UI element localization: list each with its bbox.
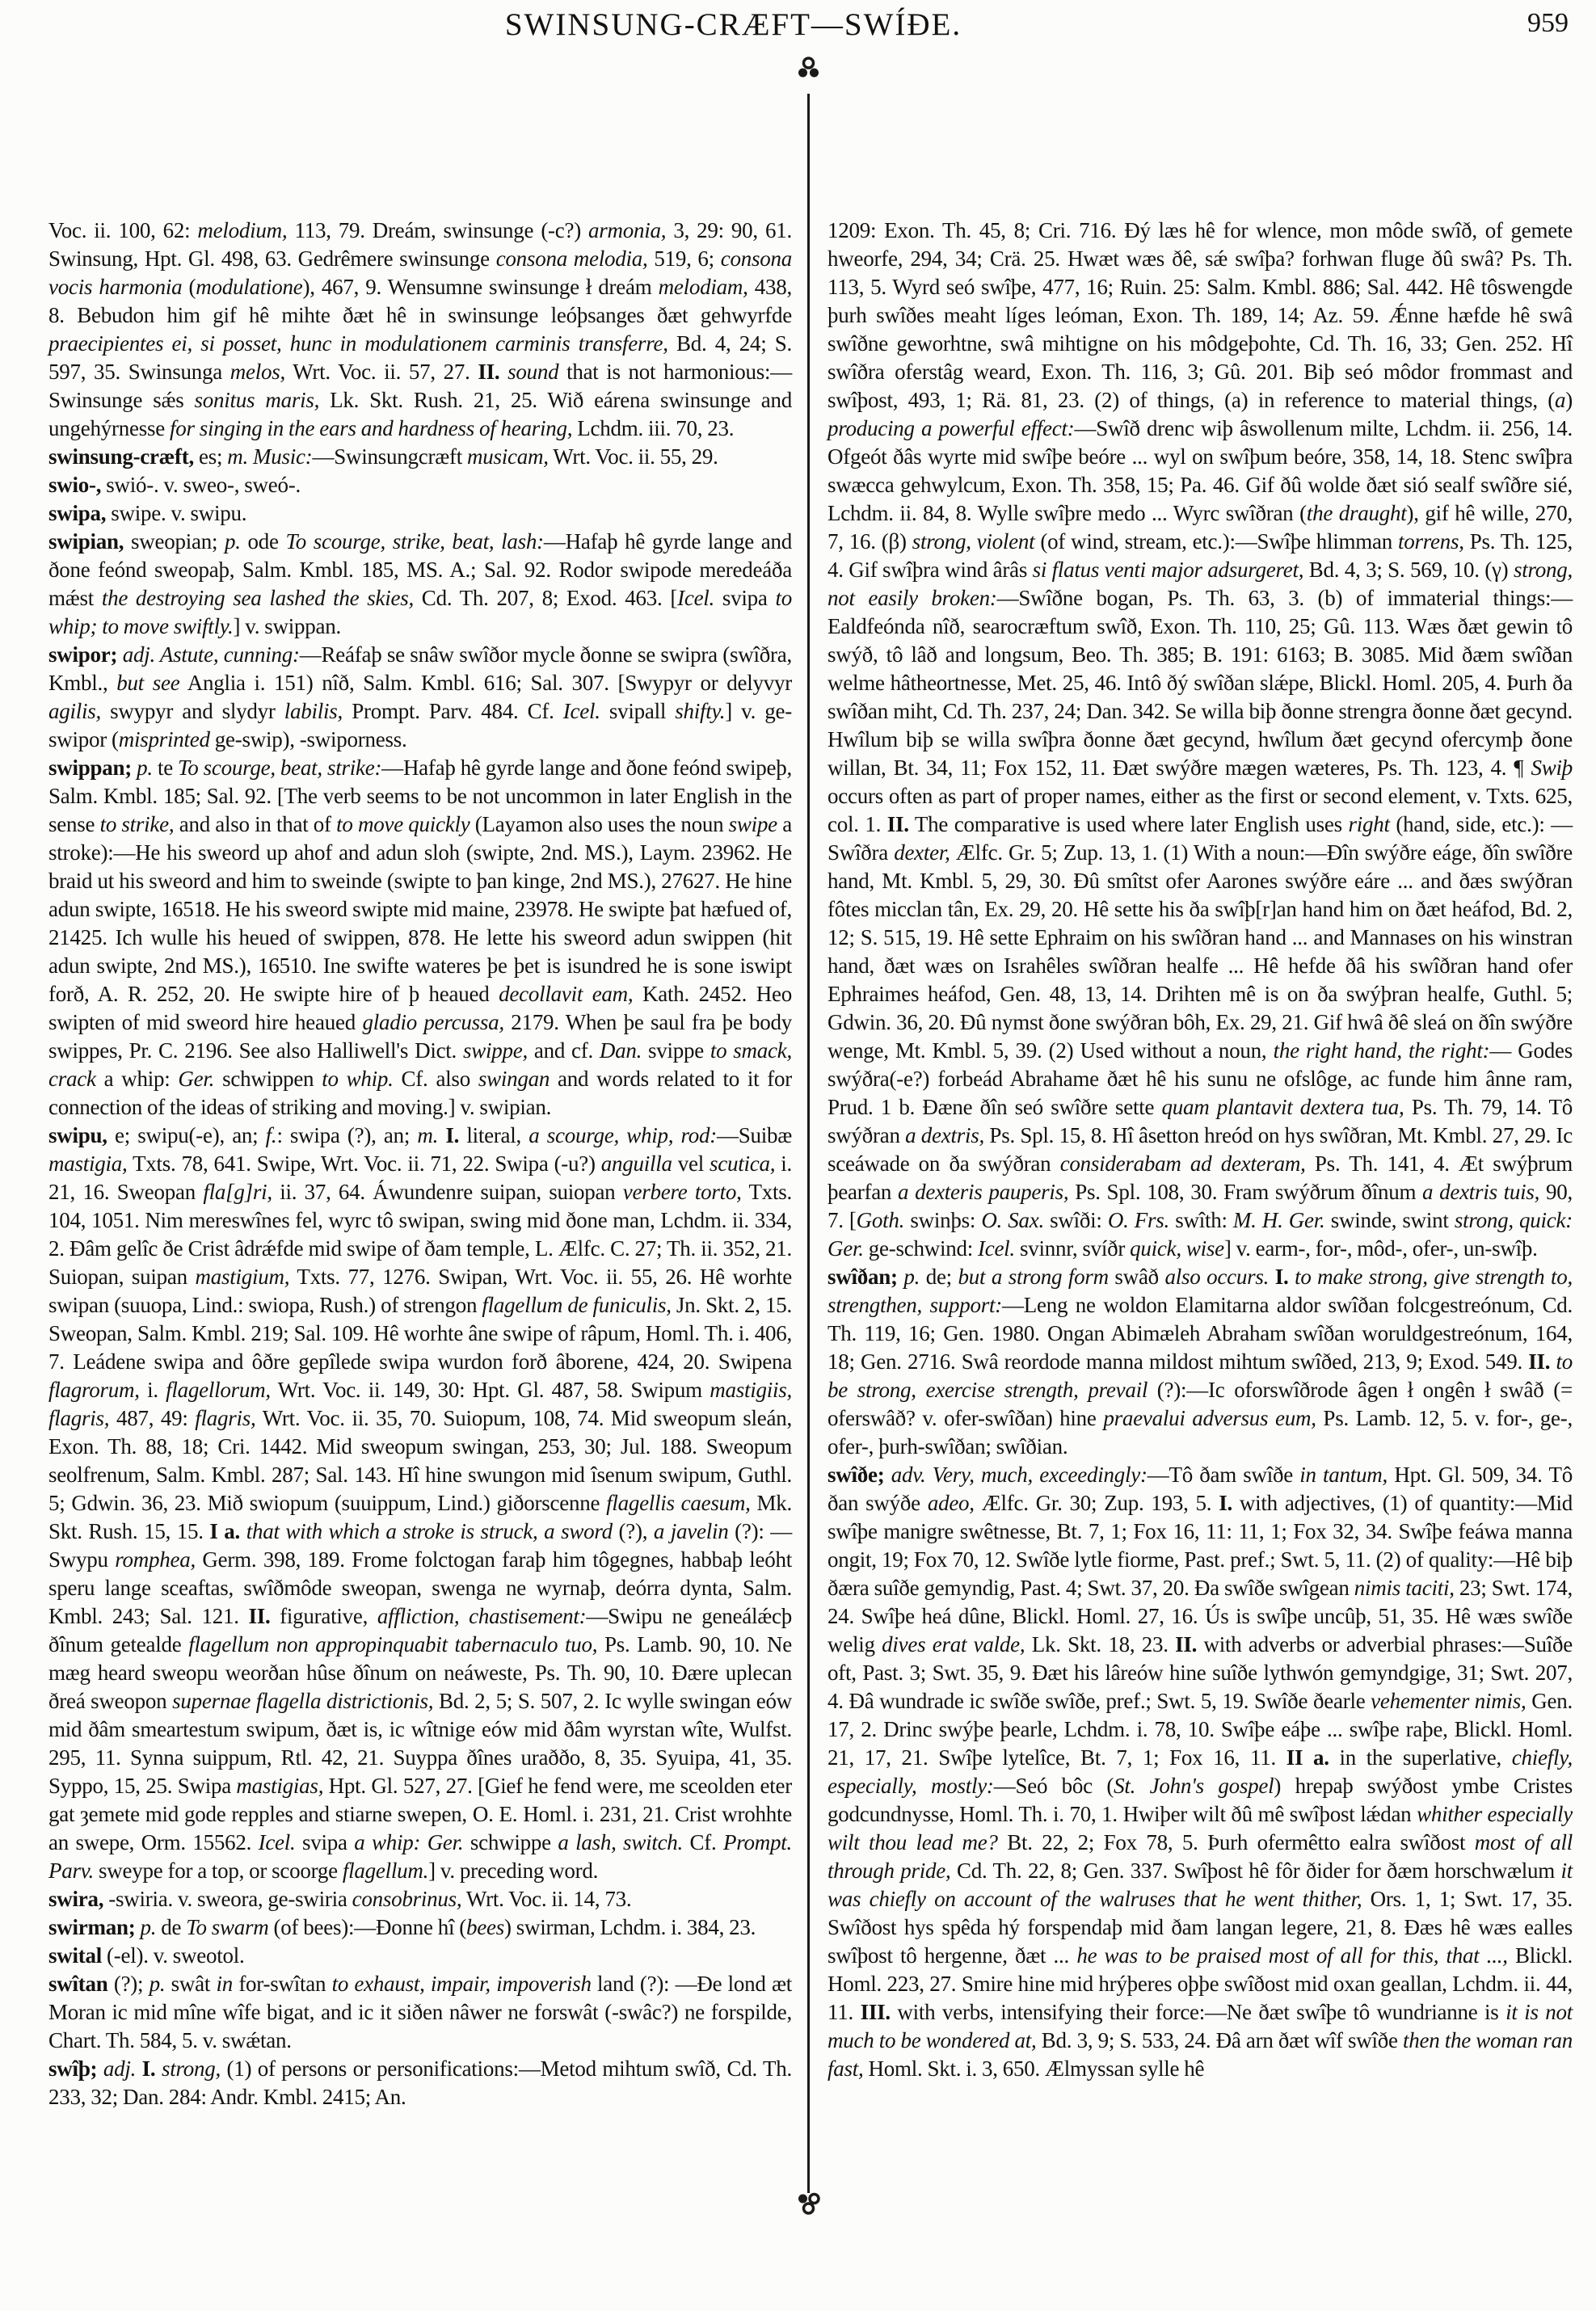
italic-gloss: fla[g]ri, <box>203 1180 272 1204</box>
italic-gloss: scutica, <box>710 1151 776 1176</box>
italic-gloss: a whip: <box>354 1830 421 1854</box>
italic-gloss: p. <box>137 756 153 780</box>
italic-gloss: swippe, <box>462 1038 528 1063</box>
sense-number: III. <box>860 2000 891 2024</box>
italic-gloss: St. John's gospel <box>1114 1774 1274 1798</box>
italic-gloss: Icel. <box>562 699 600 723</box>
italic-gloss: strong, quick: <box>1454 1208 1573 1232</box>
entry-headword: swippan; <box>48 756 133 780</box>
sense-number: II. <box>1175 1632 1198 1656</box>
italic-gloss: O. Sax. <box>981 1208 1044 1232</box>
italic-gloss: Goth. <box>856 1208 905 1232</box>
sense-number: I. <box>445 1123 460 1147</box>
italic-gloss: adj. <box>103 2056 137 2081</box>
italic-gloss: a scourge, whip, rod: <box>528 1123 717 1147</box>
italic-gloss: vehementer nimis, <box>1371 1689 1527 1713</box>
entry-headword: swipa, <box>48 501 107 525</box>
continuation-paragraph: 1209: Exon. Th. 45, 8; Cri. 716. Ðý læs hê for wlence, mon môde swîð, of gemete hweorfe, 294, 34; Crä. 25. Hwæt wæs ðê, sǽ swîþa? forhwan fluge ðû swâ? Ps. Th. 113, 5. Wyrd seó swîþe, 477, 16; Ruin. 25: Salm. Kmbl. 886; Sal. 442. Hê tôswengde þurh swîðes meaht líges leóman, Exon. Th. 189, 14; Az. 59. Ǽnne hæfde hê swâ swîðne geworhtne, swâ mihtigne on his môdgeþohte, Cd. Th. 16, 33; Gen. 252. Hî swîðra oferstâg weard, Exon. Th. 116, 3; Gû. 201. Biþ seó môdor frommast and swîþost, 493, 1; Rä. 81, 23. (2) of things, (a) in reference to material things, (a) producing a powerful effect:—Swîð drenc wiþ âswollenum milte, Lchdm. ii. 256, 14. Ofgeót ðâs wyrte mid swîþe beóre ... wyl on swîþum beóre, 358, 14, 18. Stenc swîþra swæcca gehwylcum, Exon. Th. 358, 15; Pa. 46. Gif ðû wolde ðæt sió sealf swîðre sié, Lchdm. ii. 84, 8. Wylle swîþre medo ... Wyrc swîðran (the draught), gif hê wille, 270, 7, 16. (β) strong, violent (of wind, stream, etc.):—Swîþe hlimman torrens, Ps. Th. 125, 4. Gif swîþra wind ârâs si flatus venti major adsurgeret, Bd. 4, 3; S. 569, 10. (γ) strong, not easily broken:—Swîðne bogan, Ps. Th. 63, 3. (b) of immaterial things:—Ealdfeónda nîð, searocræftum swîð, Exon. Th. 110, 25; Gû. 113. Wæs ðæt gewin tô swýð, tô lâð and longsum, Beo. Th. 385; B. 191: 6163; B. 3085. Mid ðæm swîðan welme hâtheortnesse, Met. 25, 46. Intô ðý swîðan slǽpe, Blickl. Homl. 205, 4. Þurh ða swîðan miht, Cd. Th. 237, 24; Dan. 342. Se willa biþ ðonne strengra ðonne ðæt gecynd. Hwîlum biþ se willa swîþra ðonne ðæt gecynd, hwîlum ðæt gecynd ofercymþ ðone willan, Bt. 34, 11; Fox 152, 11. Ðæt swýðre mægen wæteres, Ps. Th. 123, 4. ¶ Swiþ occurs often as part of proper names, either as the first or second element, v. Txts. 625, col. 1. II. The comparative is used where later English uses right (hand, side, etc.): —Swîðra dexter, Ælfc. Gr. 5; Zup. 13, 1. (1) With a noun:—Ðîn swýðre eáge, ðîn swîðre hand, Mt. Kmbl. 5, 29, 30. Ðû smîtst ofer Aarones swýðre eáre ... and ðæs swýðran fôtes micclan tân, Ex. 29, 20. Hê sette his ða swîþ[r]an hand him on ðæt heáfod, Bd. 2, 12; S. 515, 19. Hê sette Ephraim on his swîðran hand ... and Mannases on his winstran hand, ðæt wæs on Israhêles swîðran healfe ... Hê hefde ðâ his swîðran hand ofer Ephraimes heáfod, Gen. 48, 13, 14. Drihten mê is on ða swýþran healfe, Guthl. 5; Gdwin. 36, 20. Ðû nymst ðone swýðran bôh, Ex. 29, 21. Gif hwâ ðê sleá on ðîn swýðre wenge, Mt. Kmbl. 5, 39. (2) Used without a noun, the right hand, the right:— Godes swýðra(-e?) forbeád Abrahame ðæt hê his sunu ne ofslôge, ac funde him ânne ram, Prud. 1 b. Ðæne ðîn seó swîðre sette quam plantavit dextera tua, Ps. Th. 79, 14. Tô swýðran a dextris, Ps. Spl. 15, 8. Hî âsetton hreód on hys swîðran, Mt. Kmbl. 27, 29. Ic sceáwade on ða swýðran considerabam ad dexteram, Ps. Th. 141, 4. Æt swýþrum þearfan a dexteris pauperis, Ps. Spl. 108, 30. Fram swýðrum ðînum a dextris tuis, 90, 7. [Goth. swinþs: O. Sax. swîði: O. Frs. swîth: M. H. Ger. swinde, swint strong, quick: Ger. ge-schwind: Icel. svinnr, svíðr quick, wise] v. earm-, for-, môd-, ofer-, un-swîþ. <box>827 218 1573 1261</box>
italic-gloss: consona melodia, <box>495 246 648 271</box>
italic-gloss: mastigias, <box>236 1774 324 1798</box>
italic-gloss: consona vocis harmonia <box>48 246 792 299</box>
italic-gloss: mastigiis, flagris, <box>48 1378 792 1430</box>
italic-gloss: whither especially wilt thou lead me? <box>827 1802 1573 1854</box>
italic-gloss: sonitus maris, <box>194 388 320 412</box>
italic-gloss: melodium, <box>197 218 288 242</box>
italic-gloss: praecipientes ei, si posset, hunc in modulationem carminis transferre, <box>48 331 668 356</box>
italic-gloss: gladio percussa, <box>362 1010 504 1034</box>
italic-gloss: for singing in the ears and hardness of hearing, <box>169 416 573 440</box>
sense-number: II a. <box>1286 1745 1329 1770</box>
italic-gloss: producing a powerful effect: <box>827 416 1075 440</box>
page-number: 959 <box>1527 8 1569 38</box>
italic-gloss: strong, <box>161 2056 221 2081</box>
italic-gloss: then the woman ran fast, <box>827 2028 1573 2081</box>
page-header-title: SWINSUNG-CRÆFT—SWÍÐE. <box>504 7 962 42</box>
dictionary-entry: swipor; adj. Astute, cunning:—Reáfaþ se snâw swîðor mycle ðonne se swipra (swîðra, Kmbl., but see Anglia i. 151) nîð, Salm. Kmbl. 616; Sal. 307. [Swypyr or delyvyr agilis, swypyr and slydyr labilis, Prompt. Parv. 484. Cf. Icel. svipall shifty.] v. ge-swipor (misprinted ge-swip), -swiporness. <box>48 642 793 751</box>
italic-gloss: flagris, <box>195 1406 256 1430</box>
column-right <box>827 217 1573 2083</box>
entry-headword: swira, <box>48 1887 104 1911</box>
italic-gloss: Icel. <box>677 586 715 610</box>
entry-headword: swipu, <box>48 1123 107 1147</box>
italic-gloss: si flatus venti major adsurgeret, <box>1032 558 1304 582</box>
italic-gloss: to whip. <box>322 1067 394 1091</box>
entry-headword: swipian, <box>48 529 124 554</box>
italic-gloss: it is not much to be wondered at, <box>827 2000 1573 2052</box>
italic-gloss: m. Music: <box>227 444 313 469</box>
italic-gloss: but a strong form <box>958 1265 1109 1289</box>
italic-gloss: most of all through pride, <box>827 1830 1573 1883</box>
italic-gloss: the right hand, the right: <box>1273 1038 1490 1063</box>
dictionary-entry: swîþ; adj. I. strong, (1) of persons or personifications:—Metod mihtum swîð, Cd. Th. 233, 32; Dan. 284: Andr. Kmbl. 2415; An. <box>48 2056 793 2109</box>
italic-gloss: in tantum, <box>1299 1463 1388 1487</box>
entry-headword: swio-, <box>48 473 102 497</box>
column-left <box>48 217 792 2111</box>
italic-gloss: the destroying sea lashed the skies, <box>101 586 414 610</box>
italic-gloss: swingan <box>478 1067 550 1091</box>
entry-headword: swirman; <box>48 1915 136 1939</box>
italic-gloss: To scourge, beat, strike: <box>178 756 382 780</box>
dictionary-entry: swipian, sweopian; p. ode To scourge, strike, beat, lash:—Hafaþ hê gyrde lange and ðone feónd sweopaþ, Salm. Kmbl. 185, MS. A.; Sal. 92. Rodor swipode meredeáða mǽst the destroying sea lashed the skies, Cd. Th. 207, 8; Exod. 463. [Icel. svipa to whip; to move swiftly.] v. swippan. <box>48 529 792 638</box>
italic-gloss: Ger. <box>427 1830 464 1854</box>
trefoil-ornament-top-icon <box>797 57 820 93</box>
italic-gloss: Dan. <box>599 1038 642 1063</box>
dictionary-entry: swippan; p. te To scourge, beat, strike:—Hafaþ hê gyrde lange and ðone feónd swipeþ, Salm. Kmbl. 185; Sal. 92. [The verb seems to be not uncommon in later English in the sense to strike, and also in that of to move quickly (Layamon also uses the noun swipe a stroke):—He his sweord up ahof and adun sloh (swipte, 2nd. MS.), Laym. 23962. He braid ut his sweord and him to sweinde (swipte to þan kinge, 2nd MS.), 27627. He hine adun swipte, 16518. He his sweord swipte mid maine, 23978. He swipte þat hæfued of, 21425. Ich wulle his heued of swippen, 878. He lette his sweord adun swippen (hit adun swipte, 2nd MS.), 16510. Ine swifte wateres þe þet is isundred he is sone iswipt forð, A. R. 252, 20. He swipte hire of þ heaued decollavit eam, Kath. 2452. Heo swipten of mid sweord hire heaued gladio percussa, 2179. When þe saul fra þe body swippes, Pr. C. 2196. See also Halliwell's Dict. swippe, and cf. Dan. svippe to smack, crack a whip: Ger. schwippen to whip. Cf. also swingan and words related to it for connection of the ideas of striking and moving.] v. swipian. <box>48 756 792 1119</box>
dictionary-entry: swîtan (?); p. swât in for-swîtan to exhaust, impair, impoverish land (?): —Ðe lond æt Moran ic mid mîne wîfe bigat, and ic it siðen nâwer ne forswât (-swâc?) ne forspilde, Chart. Th. 584, 5. v. swǽtan. <box>48 1972 792 2052</box>
entry-headword: swîþ; <box>48 2056 98 2081</box>
italic-gloss: M. H. Ger. <box>1232 1208 1325 1232</box>
italic-gloss: affliction, chastisement: <box>377 1604 587 1628</box>
italic-gloss: considerabam ad dexteram, <box>1059 1151 1306 1176</box>
italic-gloss: Ger. <box>827 1236 864 1261</box>
italic-gloss: bees <box>465 1915 504 1939</box>
entry-headword: swîðan; <box>827 1265 898 1289</box>
entry-headword: swîðe; <box>827 1463 885 1487</box>
continuation-paragraph: Voc. ii. 100, 62: melodium, 113, 79. Dreám, swinsunge (-c?) armonia, 3, 29: 90, 61. Swinsung, Hpt. Gl. 498, 63. Gedrêmere swinsunge consona melodia, 519, 6; consona vocis harmonia (modulatione), 467, 9. Wensumne swinsunge ł dreám melodiam, 438, 8. Bebudon him gif hê mihte ðæt hê in swinsunge leóþsanges ðæt gehwyrfde praecipientes ei, si posset, hunc in modulationem carminis transferre, Bd. 4, 24; S. 597, 35. Swinsunga melos, Wrt. Voc. ii. 57, 27. II. sound that is not harmonious:—Swinsunge sǽs sonitus maris, Lk. Skt. Rush. 21, 25. Wið eárena swinsunge and ungehýrnesse for singing in the ears and hardness of hearing, Lchdm. iii. 70, 23. <box>48 218 793 440</box>
sense-number: II. <box>886 812 909 836</box>
italic-gloss: supernae flagella districtionis, <box>172 1689 434 1713</box>
entry-headword: swipor; <box>48 642 118 667</box>
italic-gloss: the draught <box>1306 501 1407 525</box>
italic-gloss: torrens, <box>1398 529 1464 554</box>
italic-gloss: Swiþ <box>1531 756 1573 780</box>
italic-gloss: swipe <box>728 812 777 836</box>
italic-gloss: nimis taciti, <box>1354 1576 1455 1600</box>
italic-gloss: f. <box>265 1123 277 1147</box>
italic-gloss: O. Frs. <box>1107 1208 1170 1232</box>
sense-number: I. <box>1274 1265 1289 1289</box>
italic-gloss: mastigium, <box>195 1265 290 1289</box>
dictionary-entry: swira, -swiria. v. sweora, ge-swiria consobrinus, Wrt. Voc. ii. 14, 73. <box>48 1887 632 1911</box>
italic-gloss: a dextris tuis, <box>1422 1180 1540 1204</box>
italic-gloss: romphea, <box>115 1547 196 1572</box>
italic-gloss: quam plantavit dextera tua, <box>1161 1095 1404 1119</box>
dictionary-entry: swital (-el). v. sweotol. <box>48 1943 245 1968</box>
italic-gloss: quick, wise <box>1130 1236 1224 1261</box>
dictionary-entry: swîðan; p. de; but a strong form swâð also occurs. I. to make strong, give strength to, strengthen, support:—Leng ne woldon Elamitarna aldor swîðan folcgestreónum, Cd. Th. 119, 16; Gen. 1980. Ongan Abimæleh Abraham swîðan woruldgestreónum, 164, 18; Gen. 2716. Swâ reordode manna mildost mihtum swîðed, 213, 9; Exod. 549. II. to be strong, exercise strength, prevail (?):—Ic oforswîðrode âgen ł ongên ł swâð (= oferswâð? v. ofer-swîðan) hine praevalui adversus eum, Ps. Lamb. 12, 5. v. for-, ge-, ofer-, þurh-swîðan; swîðian. <box>827 1265 1573 1459</box>
italic-gloss: Ger. <box>178 1067 215 1091</box>
italic-gloss: To scourge, strike, beat, lash: <box>285 529 544 554</box>
italic-gloss: Icel. <box>258 1830 296 1854</box>
italic-gloss: p. <box>140 1915 157 1939</box>
italic-gloss: armonia, <box>588 218 667 242</box>
italic-gloss: dexter, <box>894 840 950 865</box>
italic-gloss: a javelin <box>653 1519 729 1543</box>
italic-gloss: adj. Astute, cunning: <box>122 642 300 667</box>
italic-gloss: consobrinus, <box>352 1887 462 1911</box>
italic-gloss: a <box>1555 388 1566 412</box>
sense-number: I a. <box>209 1519 241 1543</box>
italic-gloss: strong, not easily broken: <box>827 558 1573 610</box>
dictionary-entry: swîðe; adv. Very, much, exceedingly:—Tô ðam swîðe in tantum, Hpt. Gl. 509, 34. Tô ðan swýðe adeo, Ælfc. Gr. 30; Zup. 193, 5. I. with adjectives, (1) of quantity:—Mid swîþe manigre swêtnesse, Bt. 7, 1; Fox 16, 11: 11, 1; Fox 32, 34. Swîþe feáwa manna ongit, 19; Fox 70, 12. Swîðe lytle fiorme, Past. pref.; Swt. 5, 11. (2) of quality:—Hê biþ ðæra suîðe gemyndig, Past. 4; Swt. 37, 20. Ða swîðe swîgean nimis taciti, 23; Swt. 174, 24. Swîþe heá dûne, Blickl. Homl. 27, 16. Ús is swîþe uncûþ, 51, 35. Hê wæs swîðe welig dives erat valde, Lk. Skt. 18, 23. II. with adverbs or adverbial phrases:—Suîðe oft, Past. 3; Swt. 35, 9. Ðæt his lâreów hine suîðe lythwón gemyndgige, 31; Swt. 207, 4. Ðâ wundrade ic swîðe swîðe, pref.; Swt. 5, 19. Swîðe ðearle vehementer nimis, Gen. 17, 2. Drinc swýþe þearle, Lchdm. i. 78, 10. Swîþe eáþe ... swîþe raþe, Blickl. Homl. 21, 17, 21. Swîþe lytelîce, Bt. 7, 1; Fox 16, 11. II a. in the superlative, chiefly, especially, mostly:—Seó bôc (St. John's gospel) hrepaþ swýðost ymbe Cristes godcundnysse, Homl. Th. i. 70, 1. Hwiþer wilt ðû mê swîþost lǽdan whither especially wilt thou lead me? Bt. 22, 2; Fox 78, 5. Þurh ofermêtto ealra swîðost most of all through pride, Cd. Th. 22, 8; Gen. 337. Swîþost hê fôr ðider for ðæm horschwælum it was chiefly on account of the walruses that he went thither, Ors. 1, 1; Swt. 17, 35. Swîðost hys spêda hý forspendaþ mid ðam langan legere, 21, 8. Ðæs hê wæs ealles swîþost tô hergenne, ðæt ... he was to be praised most of all for this, that ..., Blickl. Homl. 223, 27. Smire hine mid hrýþeres oþþe swîðost mid oxan geallan, Lchdm. ii. 44, 11. III. with verbs, intensifying their force:—Ne ðæt swîþe tô wundrianne is it is not much to be wondered at, Bd. 3, 9; S. 533, 24. Ðâ arn ðæt wîf swîðe then the woman ran fast, Homl. Skt. i. 3, 650. Ælmyssan sylle hê <box>827 1463 1573 2081</box>
italic-gloss: musicam, <box>467 444 549 469</box>
italic-gloss: a lash, switch. <box>558 1830 684 1854</box>
italic-gloss: it was chiefly on account of the walruses that he went thither, <box>827 1858 1573 1911</box>
trefoil-ornament-bottom-icon <box>797 2191 820 2228</box>
italic-gloss: to whip; to move swiftly. <box>48 586 792 638</box>
dictionary-entry: swipu, e; swipu(-e), an; f.: swipa (?), an; m. I. literal, a scourge, whip, rod:—Suibæ mastigia, Txts. 78, 641. Swipe, Wrt. Voc. ii. 71, 22. Swipa (-u?) anguilla vel scutica, i. 21, 16. Sweopan fla[g]ri, ii. 37, 64. Áwundenre suipan, suiopan verbere torto, Txts. 104, 1051. Nim mereswînes fel, wyrc tô swipan, swing mid ðone man, Lchdm. ii. 334, 2. Ðâm gelîc ðe Crist âdrǽfde mid swipe of ðam temple, L. Ælfc. C. 27; Th. ii. 352, 21. Suiopan, suipan mastigium, Txts. 77, 1276. Swipan, Wrt. Voc. ii. 55, 26. Hê worhte swipan (suuopa, Lind.: swiopa, Rush.) of strengon flagellum de funiculis, Jn. Skt. 2, 15. Sweopan, Salm. Kmbl. 219; Sal. 109. Hê worhte âne swipe of râpum, Homl. Th. i. 406, 7. Leádene swipa and ôðre gepîlede swipa wurdon forð âborene, 424, 20. Swipena flagrorum, i. flagellorum, Wrt. Voc. ii. 149, 30: Hpt. Gl. 487, 58. Swipum mastigiis, flagris, 487, 49: flagris, Wrt. Voc. ii. 35, 70. Suiopum, 108, 74. Mid sweopum sleán, Exon. Th. 88, 18; Cri. 1442. Mid sweopum swingan, 253, 30; Jul. 188. Sweopum seolfrenum, Salm. Kmbl. 287; Sal. 143. Hî hine swungon mid îsenum swipum, Guthl. 5; Gdwin. 36, 23. Mið swiopum (suuippum, Lind.) giðorscenne flagellis caesum, Mk. Skt. Rush. 15, 15. I a. that with which a stroke is struck, a sword (?), a javelin (?): — Swypu romphea, Germ. 398, 189. Frome folctogan faraþ him tôgegnes, habbaþ leóht speru lange sceaftas, swîðmôde sweopan, swenga ne wyrnaþ, deórra dynta, Salm. Kmbl. 243; Sal. 121. II. figurative, affliction, chastisement:—Swipu ne geneálǽcþ ðînum getealde flagellum non appropinquabit tabernaculo tuo, Ps. Lamb. 90, 10. Ne mæg heard sweopu weorðan hûse ðînum on neáweste, Ps. Th. 90, 10. Ðære uplecan ðreá sweopon supernae flagella districtionis, Bd. 2, 5; S. 507, 2. Ic wylle swingan eów mid ðâm smeartestum swipum, ðæt is, ic wîtnige eów mid ðâm wyrstan wîte, Wulfst. 295, 11. Synna suippum, Rtl. 42, 21. Suyppa ðînes uraððo, 8, 35. Syuipa, 41, 35. Syppo, 15, 25. Swipa mastigias, Hpt. Gl. 527, 27. [Gief he fend were, me sceolden eter gat ȝemete mid gode repples and stiarne swepen, O. E. Homl. i. 231, 21. Crist wrohhte an swepe, Orm. 15562. Icel. svipa a whip: Ger. schwippe a lash, switch. Cf. Prompt. Parv. sweype for a top, or scoorge flagellum.] v. preceding word. <box>48 1123 793 1883</box>
italic-gloss: flagrorum, <box>48 1378 140 1402</box>
italic-gloss: to exhaust, impair, impoverish <box>331 1972 592 1996</box>
italic-gloss: melodiam, <box>658 275 748 299</box>
italic-gloss: he was to be praised most of all for this, that ..., <box>1076 1943 1508 1968</box>
italic-gloss: verbere torto, <box>622 1180 742 1204</box>
sense-number: I. <box>1219 1491 1232 1515</box>
dictionary-entry: swinsung-cræft, es; m. Music:—Swinsungcræft musicam, Wrt. Voc. ii. 55, 29. <box>48 444 718 469</box>
dictionary-entry: swio-, swió-. v. sweo-, sweó-. <box>48 473 301 497</box>
italic-gloss: to smack, crack <box>48 1038 792 1091</box>
italic-gloss: sound <box>507 360 559 384</box>
italic-gloss: To swarm <box>186 1915 269 1939</box>
dictionary-entry: swipa, swipe. v. swipu. <box>48 501 247 525</box>
sense-number: II. <box>1528 1349 1551 1374</box>
italic-gloss: p. <box>903 1265 920 1289</box>
italic-gloss: flagellum. <box>342 1858 429 1883</box>
italic-gloss: p. <box>149 1972 166 1996</box>
italic-gloss: chiefly, especially, mostly: <box>827 1745 1573 1798</box>
italic-gloss: adeo, <box>927 1491 975 1515</box>
italic-gloss: labilis, <box>284 699 343 723</box>
italic-gloss: adv. Very, much, exceedingly: <box>891 1463 1148 1487</box>
italic-gloss: melos, <box>230 360 285 384</box>
italic-gloss: mastigia, <box>48 1151 128 1176</box>
italic-gloss: that with which a stroke is struck, a sword <box>246 1519 613 1543</box>
sense-number: II. <box>248 1604 271 1628</box>
italic-gloss: anguilla <box>600 1151 672 1176</box>
italic-gloss: Prompt. Parv. <box>48 1830 792 1883</box>
italic-gloss: dives erat valde, <box>882 1632 1025 1656</box>
entry-headword: swinsung-cræft, <box>48 444 195 469</box>
italic-gloss: modulatione <box>196 275 303 299</box>
italic-gloss: to move quickly <box>336 812 470 836</box>
sense-number: II. <box>478 360 500 384</box>
italic-gloss: also occurs. <box>1164 1265 1270 1289</box>
italic-gloss: praevalui adversus eum, <box>1103 1406 1316 1430</box>
italic-gloss: shifty. <box>675 699 726 723</box>
column-divider-rule <box>807 94 810 2193</box>
entry-headword: swîtan <box>48 1972 108 1996</box>
italic-gloss: Icel. <box>977 1236 1015 1261</box>
italic-gloss: agilis, <box>48 699 102 723</box>
italic-gloss: a dextris, <box>905 1123 985 1147</box>
italic-gloss: misprinted <box>118 727 210 751</box>
sense-number: I. <box>141 2056 156 2081</box>
italic-gloss: p. <box>225 529 241 554</box>
italic-gloss: to make strong, give strength to, strengthen, support: <box>827 1265 1573 1317</box>
dictionary-entry: swirman; p. de To swarm (of bees):—Ðonne hî (bees) swirman, Lchdm. i. 384, 23. <box>48 1915 756 1939</box>
italic-gloss: to strike, <box>99 812 175 836</box>
italic-gloss: strong, violent <box>912 529 1035 554</box>
italic-gloss: m. <box>417 1123 439 1147</box>
italic-gloss: flagellis caesum, <box>606 1491 751 1515</box>
italic-gloss: right <box>1348 812 1390 836</box>
italic-gloss: but see <box>116 671 180 695</box>
italic-gloss: a dexteris pauperis, <box>898 1180 1069 1204</box>
italic-gloss: decollavit eam, <box>499 982 634 1006</box>
italic-gloss: flagellum de funiculis, <box>482 1293 672 1317</box>
italic-gloss: flagellum non appropinquabit tabernaculo tuo, <box>188 1632 598 1656</box>
italic-gloss: to be strong, exercise strength, prevail <box>827 1349 1573 1402</box>
italic-gloss: flagellorum, <box>166 1378 271 1402</box>
italic-gloss: in <box>216 1972 233 1996</box>
entry-headword: swital <box>48 1943 102 1968</box>
